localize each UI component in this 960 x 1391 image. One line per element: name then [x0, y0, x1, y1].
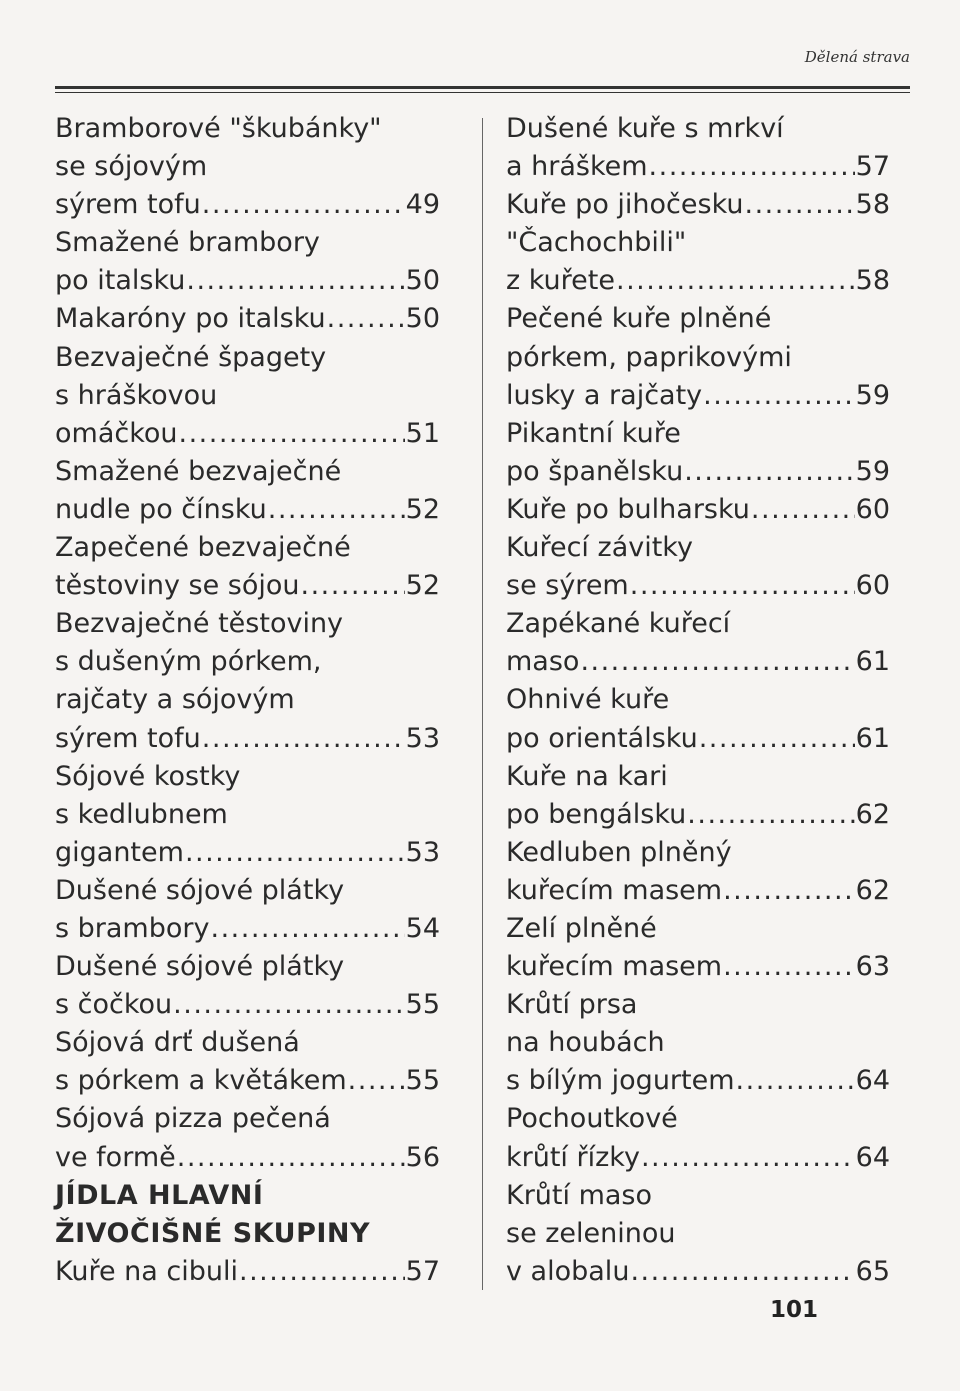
toc-entry-line: [55, 529, 440, 567]
toc-entry-line: [506, 1139, 890, 1177]
dot-leader: [348, 1062, 405, 1100]
toc-entry-text: Krůtí maso: [506, 1179, 653, 1211]
toc-page-number: 57: [855, 151, 890, 183]
dot-leader: [210, 910, 404, 948]
toc-entry-line: [55, 796, 440, 834]
dot-leader: [699, 720, 855, 758]
toc-entry-text: Sójová drť dušená: [55, 1027, 300, 1059]
dot-leader: [736, 1062, 855, 1100]
toc-entry-text: Bezvaječné těstoviny: [55, 608, 344, 640]
dot-leader: [630, 1253, 854, 1291]
dot-leader: [687, 796, 854, 834]
toc-entry-text: po italsku: [55, 265, 186, 297]
toc-entry-text: Bezvaječné špagety: [55, 341, 327, 373]
toc-page-number: 64: [855, 1065, 890, 1097]
toc-entry-line: [55, 834, 440, 872]
toc-entry-text: a hráškem: [506, 151, 648, 183]
toc-entry-line: [55, 224, 440, 262]
toc-entry-line: [55, 148, 440, 186]
toc-entry-text: Smažené brambory: [55, 227, 320, 259]
toc-page-number: 61: [855, 646, 890, 678]
toc-entry-text: pórkem, paprikovými: [506, 341, 792, 373]
toc-entry-line: [55, 758, 440, 796]
toc-entry-line: [55, 186, 440, 224]
toc-entry-text: Zapékané kuřecí: [506, 608, 731, 640]
toc-entry-line: [506, 567, 890, 605]
toc-entry-line: [55, 567, 440, 605]
toc-entry-text: Krůtí prsa: [506, 989, 638, 1021]
toc-entry-text: Sójové kostky: [55, 760, 241, 792]
dot-leader: [723, 948, 855, 986]
toc-entry-text: po bengálsku: [506, 798, 687, 830]
toc-entry-text: se zeleninou: [506, 1217, 676, 1249]
toc-entry-line: [55, 300, 440, 338]
toc-entry-text: Kedluben plněný: [506, 836, 732, 868]
toc-entry-text: Kuřecí závitky: [506, 532, 693, 564]
toc-entry-text: Ohnivé kuře: [506, 684, 670, 716]
dot-leader: [301, 567, 405, 605]
toc-entry-line: [55, 491, 440, 529]
toc-entry-text: "Čachochbili": [506, 227, 687, 259]
toc-entry-text: sýrem tofu: [55, 189, 201, 221]
toc-page-number: 51: [405, 417, 440, 449]
dot-leader: [177, 1139, 405, 1177]
toc-entry-text: maso: [506, 646, 580, 678]
toc-entry-text: rajčaty a sójovým: [55, 684, 295, 716]
section-heading: [55, 1215, 440, 1253]
toc-entry-text: Sójová pizza pečená: [55, 1103, 331, 1135]
dot-leader: [684, 453, 854, 491]
toc-entry-line: [55, 720, 440, 758]
toc-entry-line: [55, 910, 440, 948]
toc-entry-text: Smažené bezvaječné: [55, 455, 342, 487]
toc-entry-line: [55, 681, 440, 719]
toc-page-number: 65: [855, 1255, 890, 1287]
toc-left-column: [55, 110, 440, 1291]
toc-page-number: 55: [405, 989, 440, 1021]
dot-leader: [185, 834, 405, 872]
toc-page-number: 62: [855, 798, 890, 830]
dot-leader: [327, 300, 405, 338]
toc-entry-text: omáčkou: [55, 417, 178, 449]
toc-entry-line: [506, 1253, 890, 1291]
toc-entry-line: [55, 1024, 440, 1062]
dot-leader: [630, 567, 855, 605]
dot-leader: [751, 491, 855, 529]
toc-entry-text: kuřecím masem: [506, 951, 723, 983]
section-heading: [55, 1177, 440, 1215]
toc-entry-text: Pochoutkové: [506, 1103, 678, 1135]
toc-entry-line: [55, 643, 440, 681]
toc-entry-line: [506, 1177, 890, 1215]
toc-entry-line: [506, 1024, 890, 1062]
toc-entry-text: s dušeným pórkem,: [55, 646, 322, 678]
dot-leader: [179, 415, 405, 453]
toc-page-number: 49: [405, 189, 440, 221]
toc-entry-text: Dušené sójové plátky: [55, 874, 345, 906]
toc-entry-line: [506, 224, 890, 262]
toc-entry-text: Kuře na kari: [506, 760, 668, 792]
toc-entry-text: Kuře po bulharsku: [506, 493, 750, 525]
toc-entry-text: nudle po čínsku: [55, 493, 267, 525]
toc-entry-text: po orientálsku: [506, 722, 698, 754]
toc-entry-line: [55, 262, 440, 300]
toc-entry-text: s brambory: [55, 912, 210, 944]
toc-entry-line: [506, 339, 890, 377]
toc-entry-line: [506, 529, 890, 567]
dot-leader: [649, 148, 855, 186]
toc-entry-text: s kedlubnem: [55, 798, 228, 830]
toc-page-number: 59: [855, 455, 890, 487]
toc-page-number: 60: [855, 570, 890, 602]
toc-entry-line: [55, 1139, 440, 1177]
toc-entry-text: gigantem: [55, 836, 184, 868]
dot-leader: [616, 262, 855, 300]
toc-entry-line: [506, 262, 890, 300]
dot-leader: [186, 262, 404, 300]
toc-entry-line: [506, 186, 890, 224]
toc-entry-text: v alobalu: [506, 1255, 630, 1287]
toc-entry-text: ŽIVOČIŠNÉ SKUPINY: [55, 1217, 371, 1249]
header-rule-thin: [55, 92, 910, 93]
dot-leader: [745, 186, 855, 224]
toc-entry-text: JÍDLA HLAVNÍ: [55, 1179, 264, 1211]
toc-entry-text: na houbách: [506, 1027, 665, 1059]
toc-entry-line: [506, 948, 890, 986]
toc-entry-text: lusky a rajčaty: [506, 379, 703, 411]
toc-page-number: 62: [855, 874, 890, 906]
toc-entry-line: [55, 948, 440, 986]
toc-entry-text: po španělsku: [506, 455, 684, 487]
toc-entry-text: sýrem tofu: [55, 722, 201, 754]
toc-page-number: 58: [855, 189, 890, 221]
toc-page-number: 58: [855, 265, 890, 297]
toc-entry-line: [55, 1100, 440, 1138]
toc-entry-line: [506, 1062, 890, 1100]
toc-page-number: 64: [855, 1141, 890, 1173]
toc-entry-line: [55, 872, 440, 910]
toc-entry-line: [506, 796, 890, 834]
toc-entry-text: Kuře po jihočesku: [506, 189, 744, 221]
toc-entry-text: Dušené sójové plátky: [55, 951, 345, 983]
toc-entry-text: Zelí plněné: [506, 912, 657, 944]
toc-entry-text: kuřecím masem: [506, 874, 723, 906]
toc-entry-line: [506, 681, 890, 719]
toc-entry-line: [506, 758, 890, 796]
toc-entry-line: [506, 300, 890, 338]
toc-page-number: 54: [405, 912, 440, 944]
toc-entry-text: Zapečené bezvaječné: [55, 532, 351, 564]
toc-page-number: 61: [855, 722, 890, 754]
toc-entry-line: [55, 1253, 440, 1291]
toc-entry-text: Dušené kuře s mrkví: [506, 113, 784, 144]
toc-entry-line: [55, 110, 440, 148]
toc-entry-line: [506, 720, 890, 758]
toc-entry-line: [506, 110, 890, 148]
toc-entry-text: Makaróny po italsku: [55, 303, 326, 335]
toc-entry-text: se sójovým: [55, 151, 208, 183]
dot-leader: [239, 1253, 405, 1291]
header-rule-thick: [55, 86, 910, 89]
toc-page-number: 60: [855, 493, 890, 525]
toc-entry-line: [506, 872, 890, 910]
dot-leader: [202, 186, 405, 224]
toc-entry-line: [55, 1062, 440, 1100]
toc-page-number: 57: [405, 1255, 440, 1287]
toc-page-number: 53: [405, 722, 440, 754]
toc-entry-line: [506, 377, 890, 415]
toc-page-number: 50: [405, 303, 440, 335]
toc-entry-line: [506, 415, 890, 453]
toc-entry-line: [506, 148, 890, 186]
dot-leader: [641, 1139, 855, 1177]
toc-entry-line: [506, 643, 890, 681]
toc-entry-text: s bílým jogurtem: [506, 1065, 735, 1097]
toc-entry-line: [55, 377, 440, 415]
dot-leader: [580, 643, 854, 681]
toc-entry-text: s pórkem a květákem: [55, 1065, 347, 1097]
toc-page-number: 56: [405, 1141, 440, 1173]
toc-page-number: 53: [405, 836, 440, 868]
toc-page-number: 52: [405, 493, 440, 525]
page-number: 101: [770, 1297, 819, 1323]
toc-entry-line: [55, 986, 440, 1024]
toc-entry-line: [506, 910, 890, 948]
running-header: Dělená strava: [804, 48, 910, 66]
toc-page-number: 63: [855, 951, 890, 983]
dot-leader: [202, 720, 405, 758]
toc-right-column: [506, 110, 890, 1291]
toc-page-number: 52: [405, 570, 440, 602]
toc-page-number: 50: [405, 265, 440, 297]
toc-entry-text: s hráškovou: [55, 379, 218, 411]
toc-entry-text: Pikantní kuře: [506, 417, 681, 449]
toc-entry-line: [55, 415, 440, 453]
dot-leader: [268, 491, 405, 529]
toc-entry-line: [55, 339, 440, 377]
toc-entry-line: [506, 453, 890, 491]
toc-entry-line: [506, 1215, 890, 1253]
toc-entry-line: [506, 491, 890, 529]
toc-entry-line: [506, 986, 890, 1024]
toc-entry-text: těstoviny se sójou: [55, 570, 300, 602]
toc-entry-text: Pečené kuře plněné: [506, 303, 772, 335]
toc-entry-text: se sýrem: [506, 570, 629, 602]
dot-leader: [723, 872, 855, 910]
dot-leader: [703, 377, 854, 415]
toc-entry-text: krůtí řízky: [506, 1141, 640, 1173]
toc-page-number: 59: [855, 379, 890, 411]
toc-entry-text: s čočkou: [55, 989, 173, 1021]
column-divider: [482, 118, 483, 1290]
toc-page-number: 55: [405, 1065, 440, 1097]
toc-entry-line: [506, 1100, 890, 1138]
toc-entry-text: z kuřete: [506, 265, 615, 297]
dot-leader: [173, 986, 404, 1024]
toc-entry-text: Kuře na cibuli: [55, 1255, 239, 1287]
toc-entry-line: [55, 605, 440, 643]
toc-entry-line: [55, 453, 440, 491]
toc-entry-line: [506, 834, 890, 872]
toc-entry-line: [506, 605, 890, 643]
toc-entry-text: Bramborové "škubánky": [55, 113, 382, 144]
toc-entry-text: ve formě: [55, 1141, 176, 1173]
